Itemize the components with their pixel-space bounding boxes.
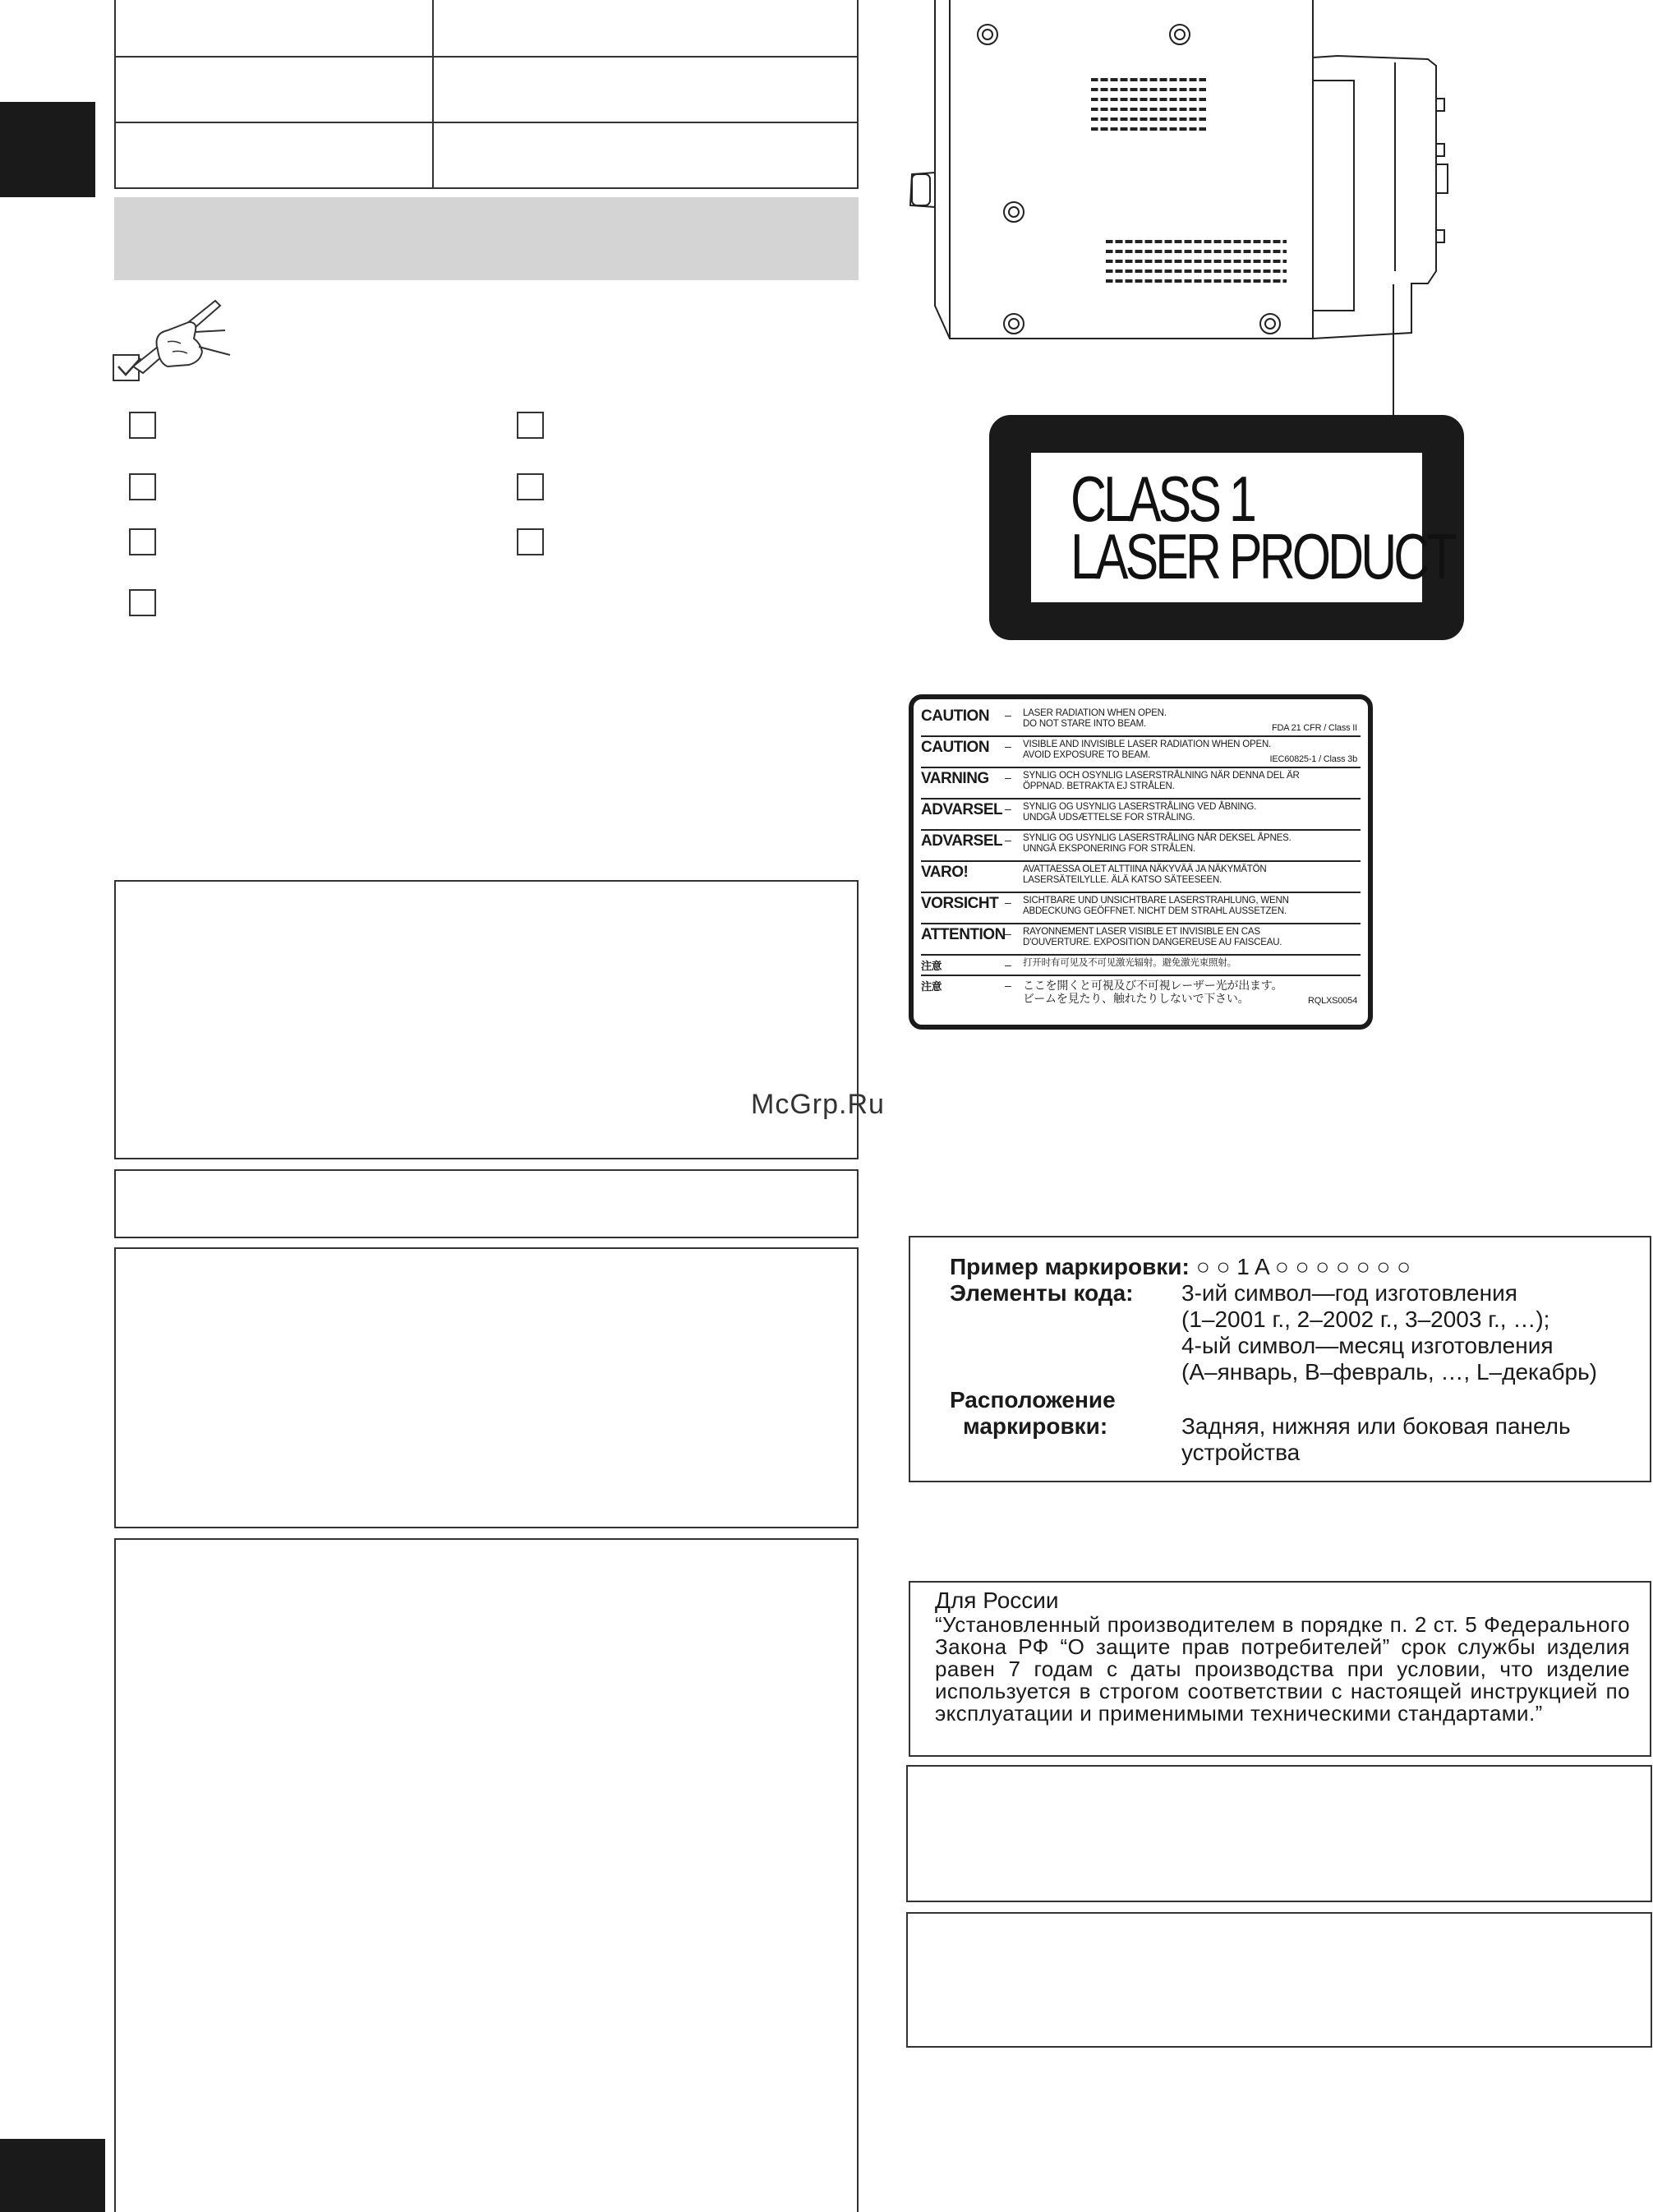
caution-row: VORSICHT – SICHTBARE UND UNSICHTBARE LASERSTRAHLUNG, WENN ABDECKUNG GEÖFFNET. NICHT DEM STRAHL AUSSETZEN. xyxy=(921,893,1361,924)
grey-band xyxy=(114,197,859,280)
caution-row: CAUTION – VISIBLE AND INVISIBLE LASER RADIATION WHEN OPEN. AVOID EXPOSURE TO BEAM. IEC60825-1 / Class 3b xyxy=(921,737,1361,768)
laser-class-line: CLASS 1 xyxy=(1071,463,1254,535)
checklist-checkbox-4[interactable] xyxy=(517,473,544,500)
content-box-5 xyxy=(906,1765,1652,1902)
info-table xyxy=(114,0,859,189)
caution-row: ADVARSEL – SYNLIG OG USYNLIG LASERSTRÅLING VED ÅBNING. UNDGÅ UDSÆTTELSE FOR STRÅLING. xyxy=(921,800,1361,831)
marking-example-label: Пример маркировки: xyxy=(950,1254,1190,1279)
location-line: Задняя, нижняя или боковая панель xyxy=(1181,1413,1571,1439)
content-box-3 xyxy=(114,1247,859,1528)
caution-row-chinese: 注意 – 打开时有可见及不可见激光辐射。避免激光束照射。 xyxy=(921,956,1361,976)
caution-row-japanese: 注意 – ここを開くと可視及び不可視レーザー光が出ます。 ビームを見たり、触れたりしないで下さい。 RQLXS0054 xyxy=(921,979,1357,1006)
caution-row: ADVARSEL – SYNLIG OG USYNLIG LASERSTRÅLING NÅR DEKSEL ÅPNES. UNNGÅ EKSPONERING FOR STRÅLEN. xyxy=(921,831,1361,862)
code-elements-label: Элементы кода: xyxy=(950,1280,1134,1306)
page-tab-bottom xyxy=(0,2139,105,2212)
content-box-1 xyxy=(114,880,859,1159)
laser-class-text xyxy=(1031,453,1454,602)
marking-example-value: ○ ○ 1 A ○ ○ ○ ○ ○ ○ ○ xyxy=(1195,1254,1411,1279)
watermark: McGrp.Ru xyxy=(751,1089,885,1120)
caution-ref: IEC60825-1 / Class 3b xyxy=(1269,754,1357,764)
code-line: 3-ий символ—год изготовления xyxy=(1181,1280,1517,1306)
caution-row: CAUTION – LASER RADIATION WHEN OPEN. DO NOT STARE INTO BEAM. FDA 21 CFR / Class II xyxy=(921,706,1361,737)
marking-info-box xyxy=(909,1236,1651,1482)
checklist-checkbox-1[interactable] xyxy=(129,412,156,439)
device-illustration xyxy=(902,0,1453,427)
content-box-2 xyxy=(114,1169,859,1238)
hand-pen-icon xyxy=(110,297,233,389)
caution-row: ATTENTION – RAYONNEMENT LASER VISIBLE ET INVISIBLE EN CAS D'OUVERTURE. EXPOSITION DANGEREUSE AU FAISCEAU. xyxy=(921,924,1361,956)
checklist-checkbox-5[interactable] xyxy=(129,528,156,555)
checklist-checkbox-2[interactable] xyxy=(517,412,544,439)
checklist-checkbox-7[interactable] xyxy=(129,589,156,616)
code-line: (1–2001 г., 2–2002 г., 3–2003 г., …); xyxy=(1181,1306,1550,1332)
label-code: RQLXS0054 xyxy=(1308,996,1357,1006)
caution-row: VARO! AVATTAESSA OLET ALTTIINA NÄKYVÄÄ JA NÄKYMÄTÖN LASERSÄTEILYLLE. ÄLÄ KATSO SÄTEESEEN. xyxy=(921,862,1361,893)
checklist-checkbox-3[interactable] xyxy=(129,473,156,500)
checklist-checkbox-6[interactable] xyxy=(517,528,544,555)
content-box-4 xyxy=(114,1538,859,2212)
caution-ref: FDA 21 CFR / Class II xyxy=(1272,723,1357,733)
location-label: маркировки: xyxy=(963,1413,1108,1439)
code-line: (А–январь, В–февраль, …, L–декабрь) xyxy=(1181,1359,1597,1385)
russia-title: Для России xyxy=(935,1588,1059,1613)
content-box-6 xyxy=(906,1912,1652,2048)
russia-service-life-box xyxy=(909,1581,1651,1757)
caution-label xyxy=(909,694,1373,1030)
code-line: 4-ый символ—месяц изготовления xyxy=(1181,1333,1554,1358)
location-label: Расположение xyxy=(950,1387,1116,1412)
laser-product-line: LASER PRODUCT xyxy=(1071,520,1454,592)
caution-row: VARNING – SYNLIG OCH OSYNLIG LASERSTRÅLNING NÄR DENNA DEL ÄR ÖPPNAD. BETRAKTA EJ STRÅLEN. xyxy=(921,768,1361,800)
russia-text: “Установленный производителем в порядке п. 2 ст. 5 Федерального Закона РФ “О защите прав потребителей” срок службы изделия равен 7 годам с даты производства при условии, что изделие используется в строгом соответствии с настоящей инструкцией по эксплуатации и применимыми техническими стандартами.” xyxy=(935,1612,1630,1726)
page-tab-top xyxy=(0,102,95,197)
location-line: устройства xyxy=(1181,1440,1301,1465)
